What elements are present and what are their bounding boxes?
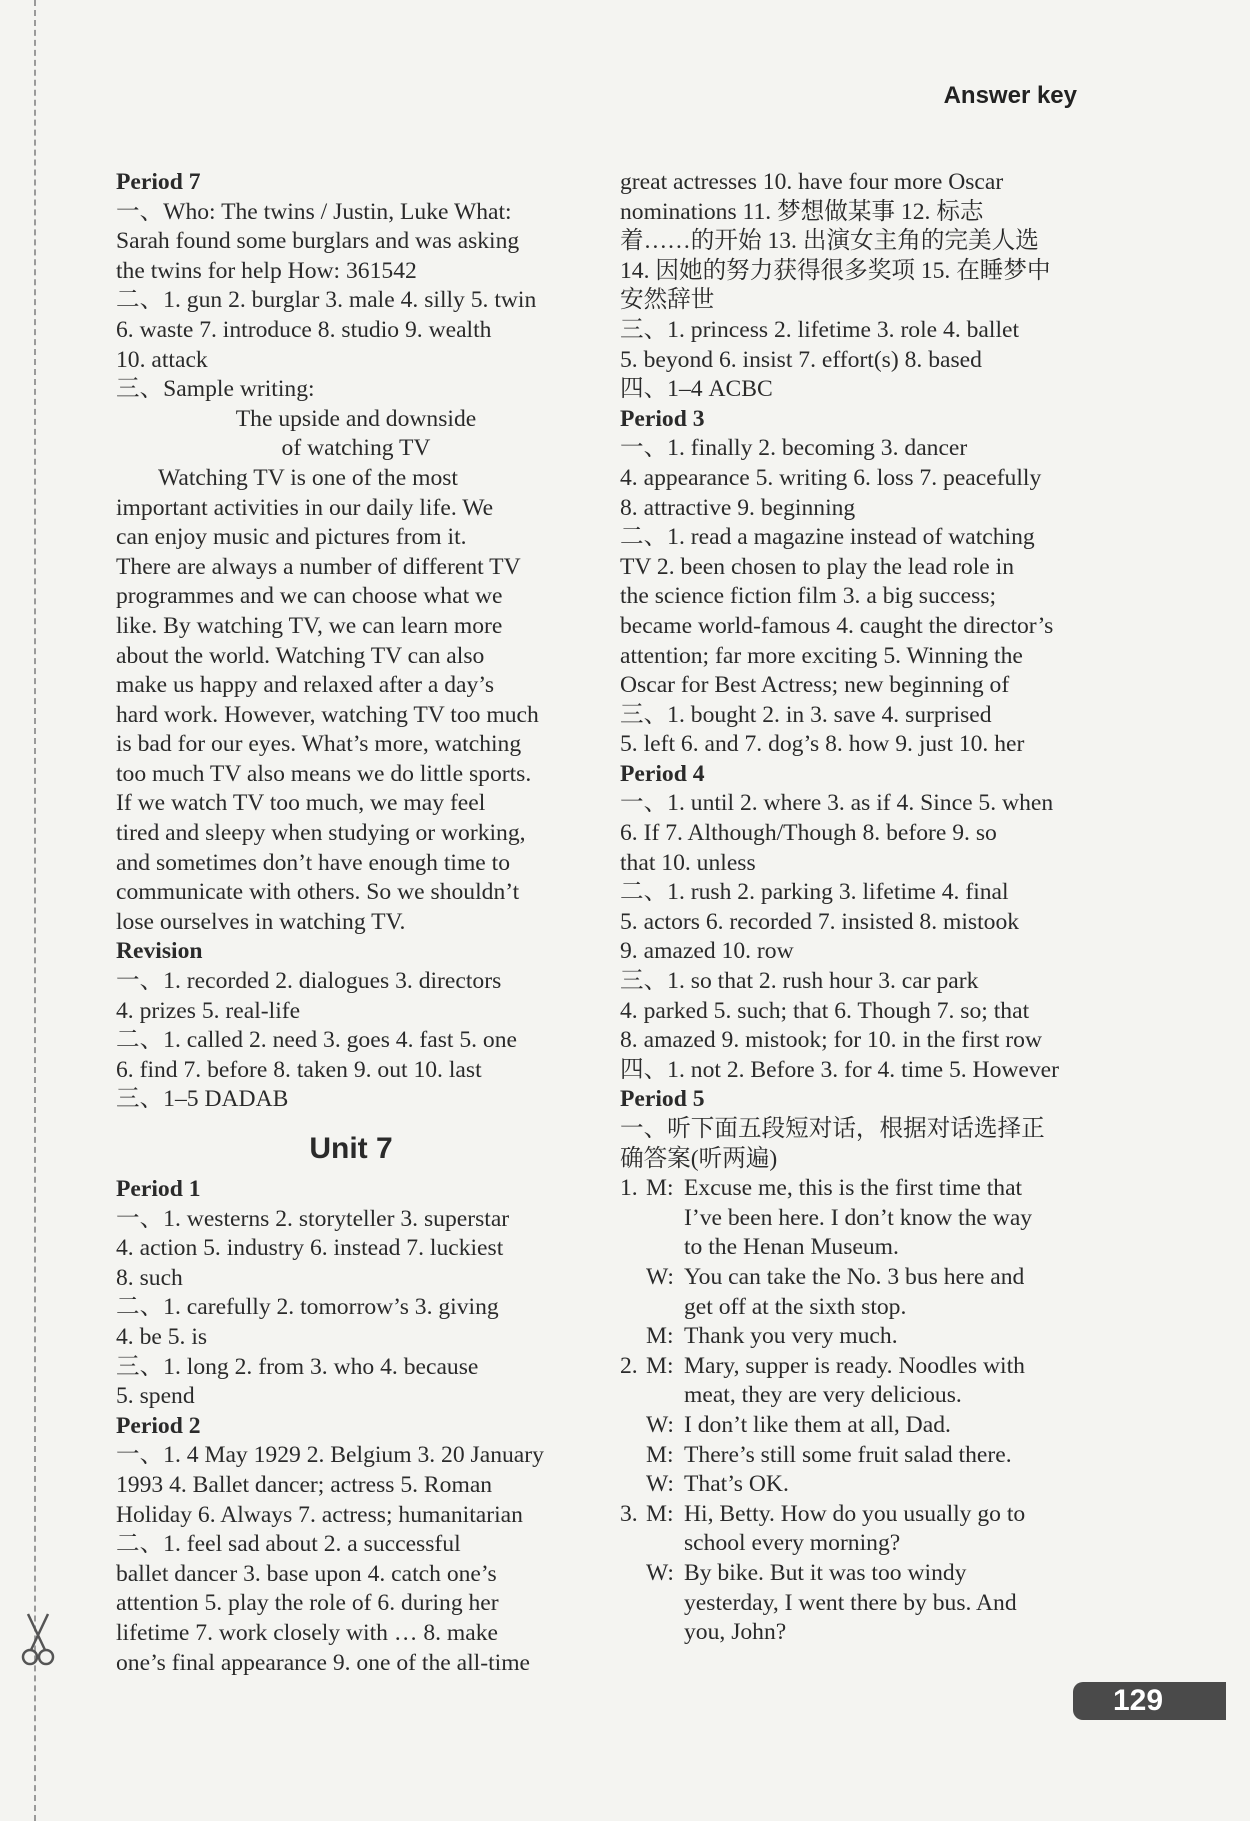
dialogue-line [620, 1263, 1100, 1293]
dialogue-speaker: W: [646, 1263, 674, 1290]
answer-line: 8. such [116, 1264, 183, 1291]
dialogue-speaker: W: [646, 1471, 674, 1498]
essay-line: important activities in our daily life. We [116, 494, 494, 521]
answer-line: that 10. unless [620, 849, 756, 876]
answer-line: 三、1. princess 2. lifetime 3. role 4. ballet [620, 316, 1020, 343]
essay-title: The upside and downside [235, 405, 477, 432]
answer-line: 二、1. read a magazine instead of watching [620, 524, 1035, 551]
essay-line: Watching TV is one of the most [158, 464, 458, 491]
period-heading: Period 3 [620, 405, 705, 432]
dialogue-line [620, 1529, 1100, 1559]
dialogue-line [620, 1293, 1100, 1323]
dialogue-number [620, 1559, 646, 1589]
dialogue-speaker: M: [646, 1323, 674, 1350]
dialogue-text: Hi, Betty. How do you usually go to [684, 1500, 1026, 1527]
dialogue-line [620, 1441, 1100, 1471]
essay-title: of watching TV [281, 435, 431, 462]
dialogue-speaker [646, 1381, 684, 1411]
answer-line: 二、1. gun 2. burglar 3. male 4. silly 5. twin [116, 287, 537, 314]
dialogue-speaker: W: [646, 1411, 674, 1438]
dialogue-number [620, 1618, 646, 1648]
answer-line: 4. prizes 5. real-life [116, 997, 301, 1024]
answer-line: 14. 因她的努力获得很多奖项 15. 在睡梦中 [620, 257, 1051, 284]
dialogue-number: 3. [620, 1500, 638, 1527]
dialogue-speaker: M: [646, 1352, 674, 1379]
answer-line: attention; far more exciting 5. Winning the [620, 642, 1023, 669]
dialogue-text: Thank you very much. [684, 1323, 898, 1350]
answer-line: 三、1–5 DADAB [116, 1086, 289, 1113]
answer-line: the science fiction film 3. a big success; [620, 583, 997, 610]
essay-line: make us happy and relaxed after a day’s [116, 672, 494, 699]
dialogue-line [620, 1322, 1100, 1352]
answer-line: great actresses 10. have four more Oscar [620, 169, 1004, 195]
answer-line: 二、1. rush 2. parking 3. lifetime 4. final [620, 879, 1009, 906]
answer-line: nominations 11. 梦想做某事 12. 标志 [620, 198, 984, 225]
page-header: Answer key [943, 82, 1077, 109]
dialogue-text: to the Henan Museum. [684, 1234, 899, 1261]
answer-line: 二、1. called 2. need 3. goes 4. fast 5. one [116, 1027, 517, 1054]
answer-line: Oscar for Best Actress; new beginning of [620, 672, 1010, 699]
answer-line: 10. attack [116, 346, 208, 373]
dialogue-number [620, 1233, 646, 1263]
answer-line: 三、Sample writing: [116, 376, 315, 403]
answer-line: 三、1. so that 2. rush hour 3. car park [620, 968, 979, 995]
answer-line: Sarah found some burglars and was asking [116, 228, 520, 255]
essay-line: too much TV also means we do little sports. [116, 760, 532, 787]
dialogue-speaker: M: [646, 1175, 674, 1202]
answer-line: 8. amazed 9. mistook; for 10. in the first row [620, 1027, 1042, 1054]
answer-line: 4. be 5. is [116, 1323, 208, 1350]
dialogue-text: That’s OK. [684, 1471, 789, 1498]
dialogue-text: I’ve been here. I don’t know the way [684, 1204, 1033, 1231]
dialogue-speaker: M: [646, 1500, 674, 1527]
answer-line: attention 5. play the role of 6. during her [116, 1590, 499, 1617]
dialogue-number [620, 1293, 646, 1323]
dialogue-text: yesterday, I went there by bus. And [684, 1589, 1017, 1616]
dialogue-line [620, 1618, 1100, 1648]
dialogue-number [620, 1411, 646, 1441]
left-column [116, 168, 596, 1678]
dialogue-number [620, 1470, 646, 1500]
essay-line: programmes and we can choose what we [116, 583, 503, 610]
answer-line: Holiday 6. Always 7. actress; humanitarian [116, 1501, 523, 1528]
essay-line: There are always a number of different TV [116, 553, 521, 580]
essay-line: hard work. However, watching TV too much [116, 701, 539, 728]
answer-line: ballet dancer 3. base upon 4. catch one’s [116, 1560, 497, 1587]
essay-line: communicate with others. So we shouldn’t [116, 879, 520, 906]
answer-line: 8. attractive 9. beginning [620, 494, 856, 521]
essay-line: like. By watching TV, we can learn more [116, 612, 503, 639]
answer-line: 一、1. 4 May 1929 2. Belgium 3. 20 January [116, 1442, 544, 1469]
dialogue-text: You can take the No. 3 bus here and [684, 1263, 1025, 1290]
essay-line: tired and sleepy when studying or working, [116, 820, 526, 847]
dialogue-number [620, 1441, 646, 1471]
period-heading: Period 4 [620, 760, 705, 787]
answer-line: became world-famous 4. caught the director’s [620, 612, 1054, 639]
cut-line [34, 0, 36, 1821]
dialogue-text: you, John? [684, 1619, 787, 1646]
answer-line: 6. waste 7. introduce 8. studio 9. wealth [116, 316, 492, 343]
period-heading: Revision [116, 938, 203, 965]
dialogue-line [620, 1174, 1100, 1204]
unit-title: Unit 7 [309, 1132, 393, 1165]
period-heading: Period 5 [620, 1086, 705, 1113]
answer-line: lifetime 7. work closely with … 8. make [116, 1619, 499, 1646]
answer-line: 一、听下面五段短对话，根据对话选择正 [620, 1116, 1045, 1142]
dialogue-speaker [646, 1529, 684, 1559]
dialogue-speaker [646, 1589, 684, 1619]
dialogue-number: 2. [620, 1352, 638, 1379]
answer-line: 三、1. bought 2. in 3. save 4. surprised [620, 701, 992, 728]
dialogue-text: Mary, supper is ready. Noodles with [684, 1352, 1025, 1379]
dialogue-speaker [646, 1618, 684, 1648]
right-column [620, 168, 1100, 1648]
answer-line: 6. find 7. before 8. taken 9. out 10. last [116, 1056, 482, 1083]
answer-line: 三、1. long 2. from 3. who 4. because [116, 1353, 479, 1380]
dialogue-text: meat, they are very delicious. [684, 1382, 962, 1409]
dialogue-text: school every morning? [684, 1530, 901, 1557]
dialogue-line [620, 1411, 1100, 1441]
answer-line: 一、1. recorded 2. dialogues 3. directors [116, 968, 502, 995]
answer-line: 1993 4. Ballet dancer; actress 5. Roman [116, 1471, 493, 1498]
dialogue-number: 1. [620, 1175, 638, 1202]
page-number: 129 [1112, 1684, 1164, 1717]
answer-line: TV 2. been chosen to play the lead role in [620, 553, 1014, 580]
dialogue-speaker: M: [646, 1441, 674, 1468]
dialogue-text: I don’t like them at all, Dad. [684, 1411, 951, 1438]
essay-line: is bad for our eyes. What’s more, watching [116, 731, 522, 758]
answer-line: 一、1. until 2. where 3. as if 4. Since 5. when [620, 790, 1054, 817]
answer-line: 四、1–4 ACBC [620, 376, 773, 403]
answer-line: 4. appearance 5. writing 6. loss 7. peacefully [620, 464, 1042, 491]
essay-line: lose ourselves in watching TV. [116, 908, 406, 935]
answer-line: 着……的开始 13. 出演女主角的完美人选 [620, 228, 1039, 255]
answer-line: 二、1. feel sad about 2. a successful [116, 1531, 461, 1558]
answer-line: 安然辞世 [620, 287, 715, 314]
dialogue-line [620, 1589, 1100, 1619]
answer-line: 5. left 6. and 7. dog’s 8. how 9. just 10. her [620, 731, 1025, 758]
essay-line: and sometimes don’t have enough time to [116, 849, 511, 876]
answer-line: 5. actors 6. recorded 7. insisted 8. mistook [620, 908, 1020, 935]
essay-line: can enjoy music and pictures from it. [116, 524, 467, 551]
dialogue-speaker [646, 1293, 684, 1323]
dialogue-number [620, 1381, 646, 1411]
dialogue-number [620, 1263, 646, 1293]
answer-line: 一、Who: The twins / Justin, Luke What: [116, 198, 512, 225]
dialogue-line [620, 1204, 1100, 1234]
answer-line: 9. amazed 10. row [620, 938, 794, 965]
answer-line: 确答案(听两遍) [620, 1145, 778, 1172]
dialogue-speaker [646, 1233, 684, 1263]
dialogue-number [620, 1204, 646, 1234]
answer-line: 5. spend [116, 1383, 195, 1410]
answer-line: 一、1. westerns 2. storyteller 3. superstar [116, 1205, 510, 1232]
dialogue-number [620, 1322, 646, 1352]
dialogue-text: get off at the sixth stop. [684, 1293, 907, 1320]
dialogue-number [620, 1529, 646, 1559]
answer-line: 6. If 7. Although/Though 8. before 9. so [620, 820, 997, 847]
dialogue-text: By bike. But it was too windy [684, 1559, 967, 1586]
period-heading: Period 1 [116, 1176, 201, 1202]
dialogue-line [620, 1500, 1100, 1530]
dialogue-text: There’s still some fruit salad there. [684, 1441, 1012, 1468]
dialogue-line [620, 1559, 1100, 1589]
dialogue-number [620, 1589, 646, 1619]
dialogue-line [620, 1352, 1100, 1382]
dialogue-speaker [646, 1204, 684, 1234]
answer-line: 四、1. not 2. Before 3. for 4. time 5. However [620, 1056, 1060, 1083]
dialogue-line [620, 1381, 1100, 1411]
answer-line: 4. action 5. industry 6. instead 7. luckiest [116, 1235, 504, 1262]
answer-line: 一、1. finally 2. becoming 3. dancer [620, 435, 968, 462]
period-heading: Period 2 [116, 1412, 201, 1439]
essay-line: about the world. Watching TV can also [116, 642, 485, 669]
dialogue-text: Excuse me, this is the first time that [684, 1175, 1023, 1202]
period-heading: Period 7 [116, 169, 201, 195]
answer-line: one’s final appearance 9. one of the all-time [116, 1649, 531, 1676]
answer-line: the twins for help How: 361542 [116, 257, 417, 284]
scissors-icon [18, 1612, 58, 1668]
dialogue-line [620, 1470, 1100, 1500]
dialogue-speaker: W: [646, 1559, 674, 1586]
essay-line: If we watch TV too much, we may feel [116, 790, 486, 817]
answer-line: 二、1. carefully 2. tomorrow’s 3. giving [116, 1294, 499, 1321]
dialogue-line [620, 1233, 1100, 1263]
answer-line: 4. parked 5. such; that 6. Though 7. so; that [620, 997, 1030, 1024]
answer-line: 5. beyond 6. insist 7. effort(s) 8. based [620, 346, 982, 373]
